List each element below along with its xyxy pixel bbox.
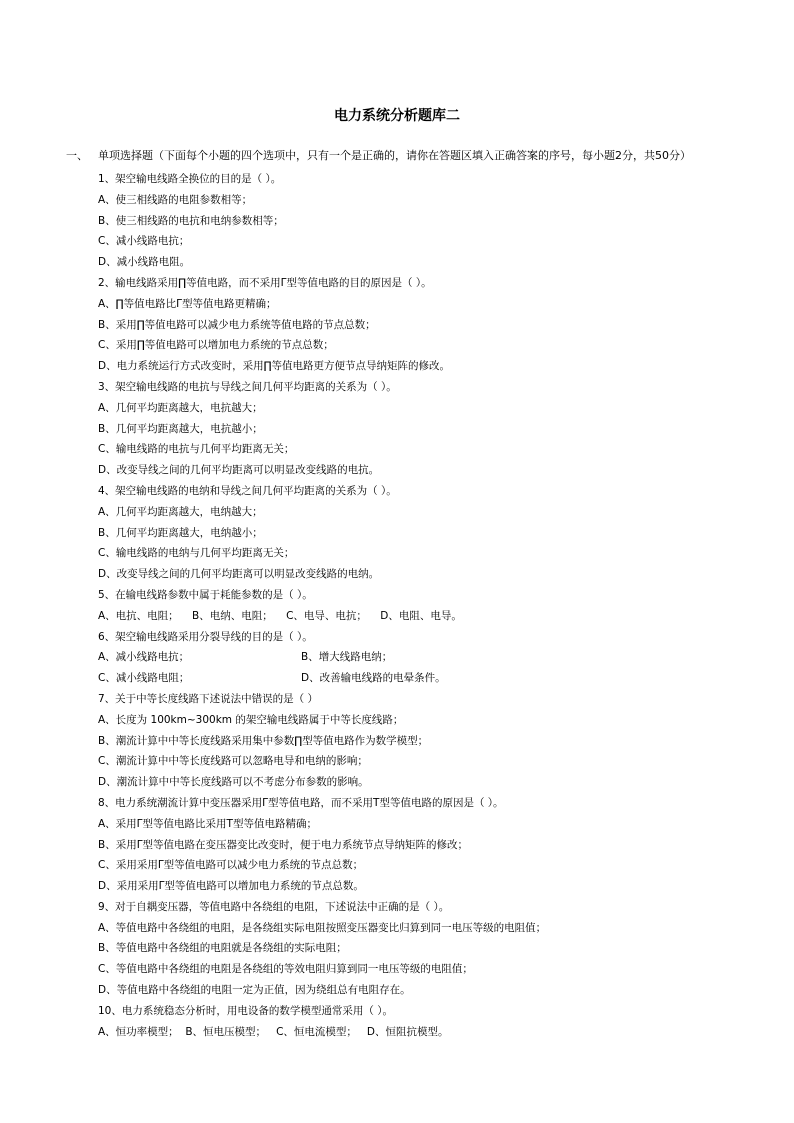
question-stem: 10、电力系统稳态分析时，用电设备的数学模型通常采用（ ）。 [98, 1004, 393, 1017]
section-instructions: 单项选择题（下面每个小题的四个选项中，只有一个是正确的，请你在答题区填入正确答案的序号，每小题2分，共50分） [98, 149, 691, 162]
question-stem: 3、架空输电线路的电抗与导线之间几何平均距离的关系为（ ）。 [98, 380, 397, 393]
option: A、等值电路中各绕组的电阻，是各绕组实际电阻按照变压器变比归算到同一电压等级的电阻值； [98, 921, 547, 934]
option: C、采用采用Γ型等值电路可以减少电力系统的节点总数； [98, 859, 364, 872]
option: C、采用∏等值电路可以增加电力系统的节点总数； [98, 339, 334, 352]
option: D、改善输电线路的电晕条件。 [301, 672, 446, 685]
section-number: 一、 [66, 149, 88, 162]
option: B、几何平均距离越大，电抗越小； [98, 422, 263, 435]
question-stem: 5、在输电线路参数中属于耗能参数的是（ ）。 [98, 588, 313, 601]
option: B、使三相线路的电抗和电纳参数相等； [98, 214, 284, 227]
option: C、减小线路电阻； [98, 672, 190, 685]
section-heading [66, 148, 786, 163]
option: A、几何平均距离越大，电抗越大； [98, 401, 263, 414]
option: D、改变导线之间的几何平均距离可以明显改变线路的电抗。 [98, 464, 380, 477]
option-row [98, 647, 778, 668]
option: A、长度为 100km~300km 的架空输电线路属于中等长度线路； [98, 713, 404, 726]
option: A、采用Γ型等值电路比采用T型等值电路精确； [98, 817, 317, 830]
option: B、采用∏等值电路可以减少电力系统等值电路的节点总数； [98, 318, 376, 331]
question-stem: 8、电力系统潮流计算中变压器采用Γ型等值电路，而不采用T型等值电路的原因是（ ）。 [98, 796, 504, 809]
option-row [98, 668, 778, 689]
document-title: 电力系统分析题库二 [334, 108, 460, 124]
option: A、减小线路电抗； [98, 651, 190, 664]
option: A、几何平均距离越大，电纳越大； [98, 505, 263, 518]
option: B、潮流计算中中等长度线路采用集中参数∏型等值电路作为数学模型； [98, 734, 429, 747]
option: D、等值电路中各绕组的电阻一定为正值，因为绕组总有电阻存在。 [98, 984, 411, 997]
option: D、改变导线之间的几何平均距离可以明显改变线路的电纳。 [98, 568, 380, 581]
question-stem: 6、架空输电线路采用分裂导线的目的是（ ）。 [98, 630, 313, 643]
option-row: A、恒功率模型； B、恒电压模型； C、恒电流模型； D、恒阻抗模型。 [98, 1025, 449, 1038]
question-stem: 4、架空输电线路的电纳和导线之间几何平均距离的关系为（ ）。 [98, 484, 397, 497]
option: B、增大线路电纳； [301, 651, 393, 664]
option: B、等值电路中各绕组的电阻就是各绕组的实际电阻； [98, 942, 347, 955]
option: B、几何平均距离越大，电纳越小； [98, 526, 263, 539]
question-stem: 9、对于自耦变压器，等值电路中各绕组的电阻，下述说法中正确的是（ ）。 [98, 900, 450, 913]
option-row: A、电抗、电阻； B、电纳、电阻； C、电导、电抗； D、电阻、电导。 [98, 609, 462, 622]
option: C、输电线路的电纳与几何平均距离无关； [98, 547, 295, 560]
question-stem: 1、架空输电线路全换位的目的是（ ）。 [98, 173, 282, 185]
option: A、∏等值电路比Γ型等值电路更精确； [98, 297, 277, 310]
question-list [98, 169, 778, 1042]
option: B、采用Γ型等值电路在变压器变比改变时，便于电力系统节点导纳矩阵的修改； [98, 838, 469, 851]
question-stem: 2、输电线路采用∏等值电路，而不采用Γ型等值电路的目的原因是（ ）。 [98, 276, 432, 289]
option: C、潮流计算中中等长度线路可以忽略电导和电纳的影响； [98, 755, 368, 768]
option: C、等值电路中各绕组的电阻是各绕组的等效电阻归算到同一电压等级的电阻值； [98, 963, 473, 976]
question-stem: 7、关于中等长度线路下述说法中错误的是（ ） [98, 692, 319, 705]
option: A、使三相线路的电阻参数相等； [98, 193, 253, 206]
option: D、减小线路电阻。 [98, 256, 191, 269]
option: D、采用采用Γ型等值电路可以增加电力系统的节点总数。 [98, 880, 364, 893]
option: D、电力系统运行方式改变时，采用∏等值电路更方便节点导纳矩阵的修改。 [98, 360, 451, 373]
option: C、减小线路电抗； [98, 235, 190, 248]
option: D、潮流计算中中等长度线路可以不考虑分布参数的影响。 [98, 776, 369, 789]
option: C、输电线路的电抗与几何平均距离无关； [98, 443, 295, 456]
